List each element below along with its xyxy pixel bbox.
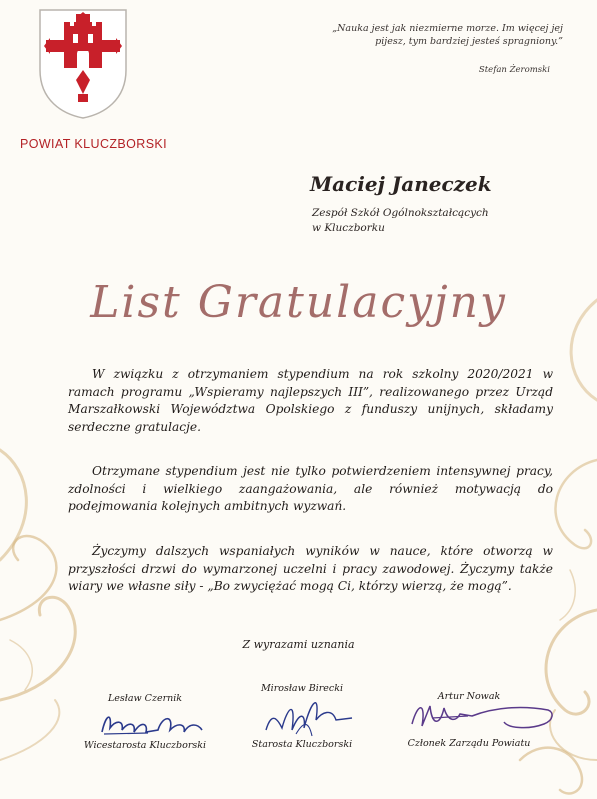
coat-of-arms-emblem: [38, 8, 128, 120]
signatory-title: Wicestarosta Kluczborski: [83, 740, 207, 751]
epigraph-quote: „Nauka jest jak niezmierne morze. Im więcej jej pijesz, tym bardziej jesteś spragniony.”: [332, 23, 563, 47]
signature-birecki: [262, 690, 357, 738]
signatory-name: Lesław Czernik: [107, 693, 183, 704]
recipient-school: [312, 206, 532, 236]
signatory-board-member: [389, 691, 549, 749]
signatory-title: Starosta Kluczborski: [251, 739, 353, 750]
epigraph-author: Stefan Żeromski: [478, 65, 550, 75]
body-paragraph-3: Życzymy dalszych wspaniałych wyników w nauce, które otworzą w przyszłości drzwi do wymarzonej uczelni i pracy zawodowej. Życzymy także wiary we własne siły - „Bo zwyciężać mogą Ci, którzy wierzą, że mogą”.: [68, 544, 553, 593]
school-location-line: w Kluczborku: [312, 222, 385, 234]
body-paragraph-1: W związku z otrzymaniem stypendium na rok szkolny 2020/2021 w ramach programu „Wspieramy najlepszych III”, realizowanego przez Urząd Marszałkowski Województwa Opolskiego z funduszy unijnych, składamy serdeczne gratulacje.: [68, 367, 553, 434]
signatory-vice-starost: [65, 693, 225, 751]
signature-czernik: [98, 706, 208, 740]
document-title: List Gratulacyjny: [90, 277, 507, 328]
recipient-name: Maciej Janeczek: [310, 172, 492, 196]
signatory-name: Artur Nowak: [437, 691, 501, 702]
signatory-name: Mirosław Birecki: [260, 683, 344, 694]
signatory-title: Członek Zarządu Powiatu: [407, 738, 531, 749]
signature-nowak: [408, 696, 558, 736]
school-name-line: Zespół Szkół Ogólnokształcących: [312, 207, 489, 219]
closing-phrase: Z wyrazami uznania: [242, 638, 355, 651]
body-paragraph-2: Otrzymane stypendium jest nie tylko potwierdzeniem intensywnej pracy, zdolności i wielkiego zaangażowania, ale również motywacją do podejmowania kolejnych ambitnych wyzwań.: [68, 464, 553, 513]
organization-name: POWIAT KLUCZBORSKI: [20, 137, 168, 151]
signatory-starost: [222, 683, 382, 750]
